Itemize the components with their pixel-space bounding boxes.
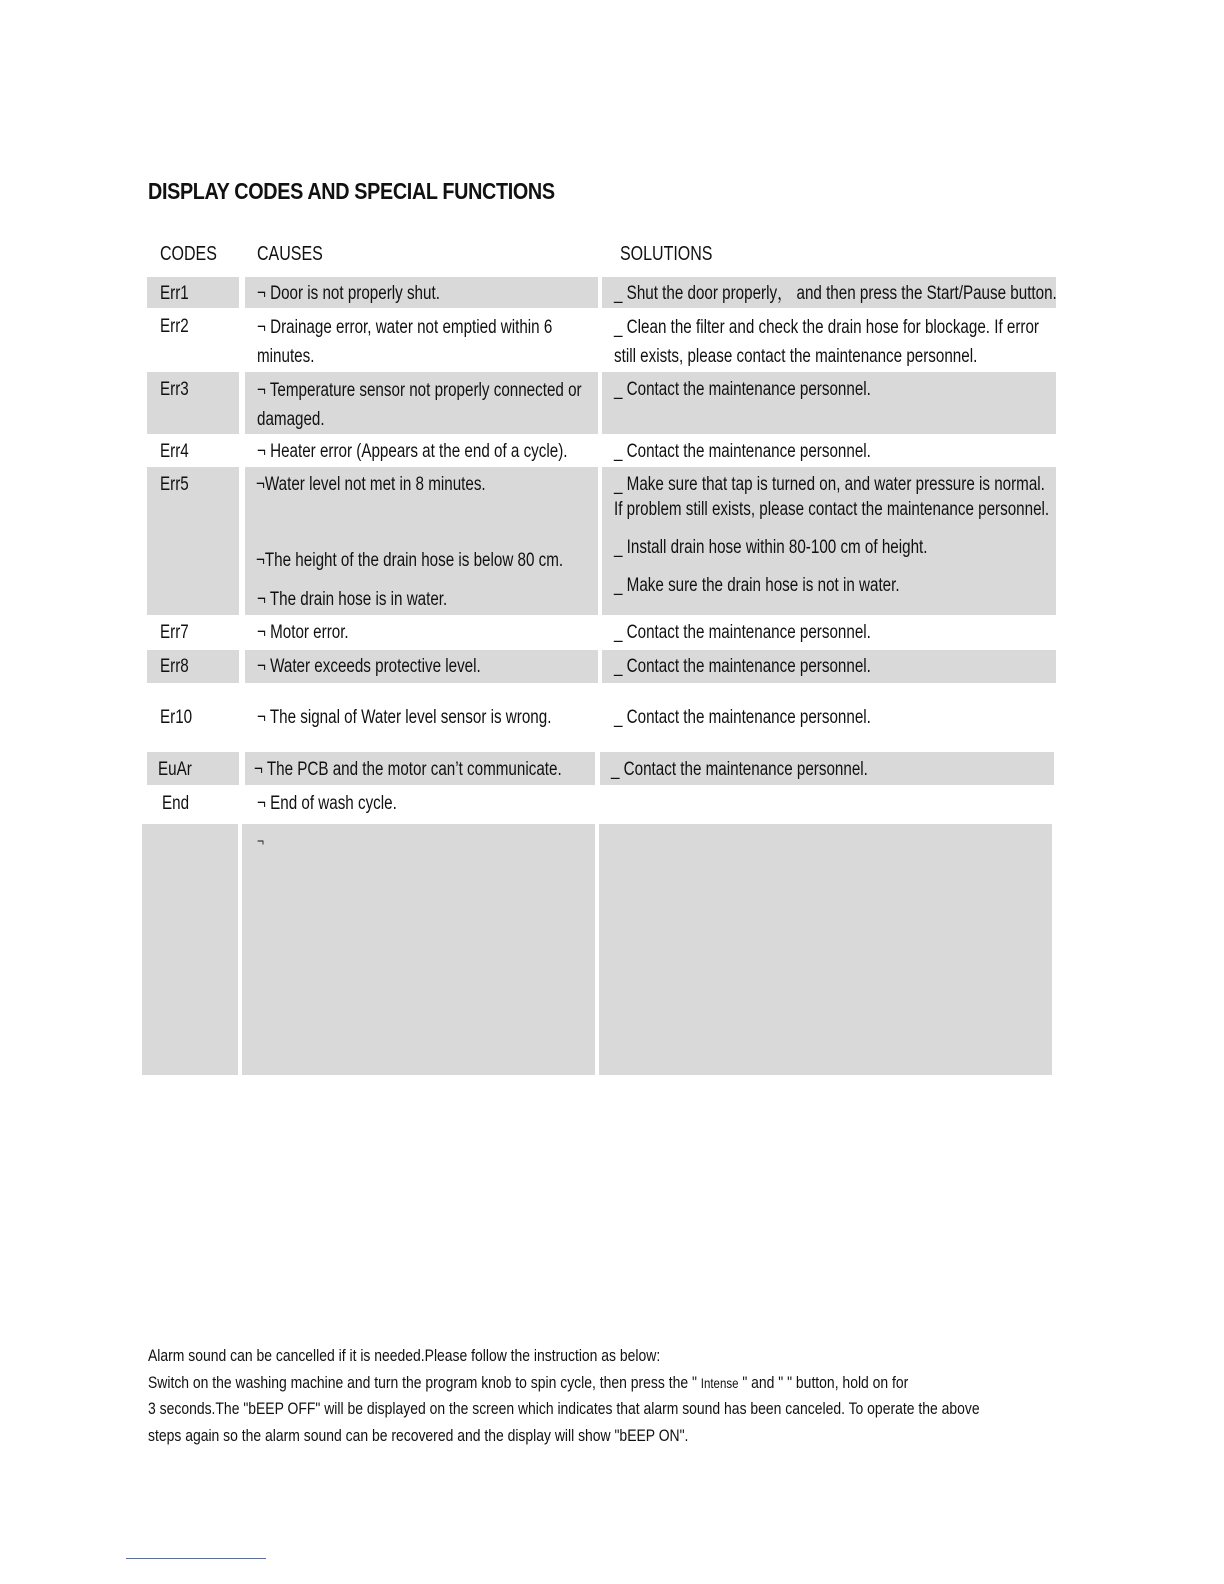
cause-cell-line1: ¬Water level not met in 8 minutes. [256, 474, 486, 495]
solution-cell-line1: _ Clean the filter and check the drain hose for blockage. If error [614, 317, 1039, 338]
solution-cell-line3: _ Install drain hose within 80-100 cm of height. [614, 537, 928, 558]
code-cell: Err3 [160, 379, 189, 400]
solution-cell: _ Shut the door properly， and then press the Start/Pause button. [614, 283, 1057, 304]
code-cell: EuAr [158, 759, 192, 780]
cause-cell-line1: ¬ Drainage error, water not emptied within 6 [257, 317, 553, 338]
solution-cell: _ Contact the maintenance personnel. [614, 622, 871, 643]
code-cell: Err4 [160, 441, 189, 462]
cause-cell-line2: minutes. [257, 346, 315, 367]
solution-cell: _ Contact the maintenance personnel. [614, 707, 871, 728]
alarm-line-1: Alarm sound can be cancelled if it is needed.Please follow the instruction as below: [148, 1346, 661, 1365]
cause-cell: ¬ Motor error. [257, 622, 349, 643]
page-title: DISPLAY CODES AND SPECIAL FUNCTIONS [148, 178, 555, 204]
code-cell: Err8 [160, 656, 189, 677]
cause-cell: ¬ Water exceeds protective level. [257, 656, 481, 677]
cause-cell: ¬ The PCB and the motor can’t communicate. [254, 759, 562, 780]
code-cell: Err7 [160, 622, 189, 643]
solution-cell-line4: _ Make sure the drain hose is not in water. [614, 575, 900, 596]
intense-button-label: Intense [700, 1374, 739, 1391]
code-cell: Err2 [160, 316, 189, 337]
solution-cell: _ Contact the maintenance personnel. [611, 759, 868, 780]
alarm-line-3: 3 seconds.The "bEEP OFF" will be displayed on the screen which indicates that alarm sound has been canceled. To operate the above [148, 1399, 980, 1418]
cause-cell: ¬ [257, 833, 265, 850]
cause-cell-line1: ¬ Temperature sensor not properly connected or [257, 380, 582, 401]
cause-cell-line2: ¬The height of the drain hose is below 80 cm. [256, 550, 564, 571]
code-cell: Err5 [160, 474, 189, 495]
cause-cell: ¬ The signal of Water level sensor is wrong. [257, 707, 552, 728]
alarm-line-2: Switch on the washing machine and turn the program knob to spin cycle, then press the " Intense " and " " button, hold on for [148, 1372, 909, 1392]
cause-cell: ¬ Door is not properly shut. [257, 283, 440, 304]
codes-header: CODES [160, 243, 217, 265]
solution-cell-line2: If problem still exists, please contact the maintenance personnel. [614, 499, 1050, 520]
solution-cell-line2: still exists, please contact the maintenance personnel. [614, 346, 978, 367]
causes-header: CAUSES [257, 243, 323, 265]
solution-cell: _ Contact the maintenance personnel. [614, 441, 871, 462]
footer-divider [126, 1558, 266, 1559]
solution-cell: _ Contact the maintenance personnel. [614, 379, 871, 400]
cause-cell: ¬ End of wash cycle. [257, 793, 397, 814]
solution-cell-line1: _ Make sure that tap is turned on, and water pressure is normal. [614, 474, 1045, 495]
solution-cell: _ Contact the maintenance personnel. [614, 656, 871, 677]
cause-cell: ¬ Heater error (Appears at the end of a cycle). [257, 441, 568, 462]
code-cell: Er10 [160, 707, 193, 728]
code-cell: End [162, 793, 190, 814]
cause-cell-line2: damaged. [257, 409, 325, 430]
cause-cell-line3: ¬ The drain hose is in water. [257, 589, 448, 610]
solutions-header: SOLUTIONS [620, 243, 713, 265]
alarm-line-4: steps again so the alarm sound can be recovered and the display will show "bEEP ON". [148, 1425, 689, 1445]
code-cell: Err1 [160, 283, 189, 304]
alarm-instructions [148, 1343, 980, 1449]
